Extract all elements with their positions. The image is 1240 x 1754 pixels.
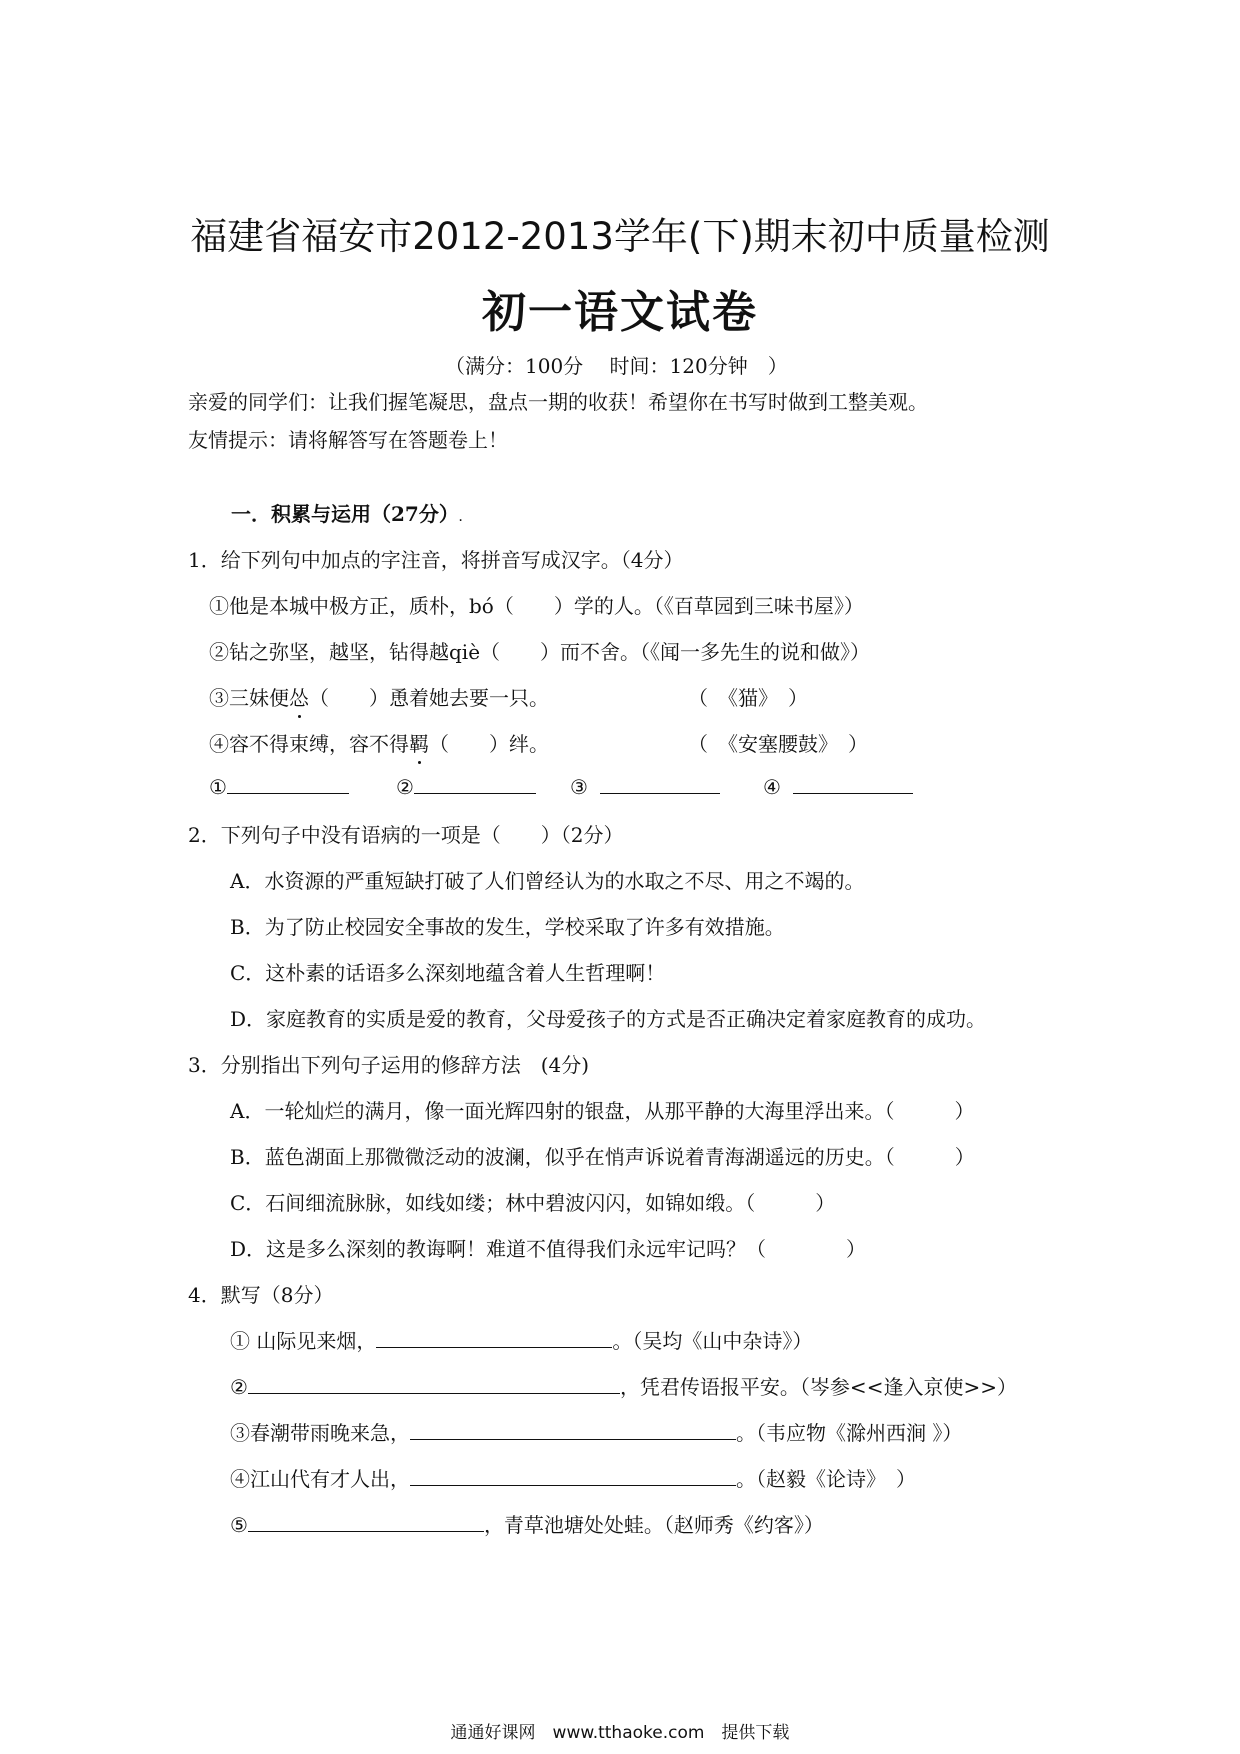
q1-item-4-pre: ④容不得束缚，容不得 xyxy=(209,732,409,756)
q4-line-5 xyxy=(230,1509,824,1538)
exam-subtitle: 初一语文试卷 xyxy=(482,287,758,338)
q1-answer-2 xyxy=(396,773,536,799)
section-title-text: 一．积累与运用（27分） xyxy=(231,502,459,526)
answer-label: ③ xyxy=(570,775,588,799)
q1-item-1: ①他是本城中极方正，质朴，bó（ ）学的人。（《百草园到三味书屋》） xyxy=(209,594,864,618)
answer-label: ② xyxy=(396,775,414,799)
answer-blank[interactable] xyxy=(414,773,536,794)
q2-stem: 2．下列句子中没有语病的一项是（ ）（2分） xyxy=(188,823,624,847)
q4-line-3-post: 。（韦应物《滁州西涧 》） xyxy=(736,1421,963,1445)
q1-item-3-source: （ 《猫》 ） xyxy=(688,686,808,710)
answer-blank[interactable] xyxy=(600,773,720,794)
q4-line-2-pre: ② xyxy=(230,1375,248,1399)
footer-credit: 通通好课网 www.tthaoke.com 提供下载 xyxy=(450,1723,790,1743)
q1-item-3-post: （ ）恿着她去要一只。 xyxy=(309,686,549,710)
q1-item-4-source: （ 《安塞腰鼓》 ） xyxy=(688,732,868,756)
answer-blank[interactable] xyxy=(410,1465,736,1486)
answer-blank[interactable] xyxy=(248,1373,620,1394)
q4-line-4-post: 。（赵毅《论诗》 ） xyxy=(736,1467,916,1491)
section-title xyxy=(231,498,462,527)
q3-option-c: C．石间细流脉脉，如线如缕；林中碧波闪闪，如锦如缎。（ ） xyxy=(230,1191,836,1215)
q4-stem: 4．默写（8分） xyxy=(188,1283,334,1307)
answer-blank[interactable] xyxy=(376,1327,612,1348)
q2-option-a: A．水资源的严重短缺打破了人们曾经认为的水取之不尽、用之不竭的。 xyxy=(230,869,865,893)
q1-answer-3 xyxy=(570,773,720,799)
q1-answer-4 xyxy=(763,773,913,799)
q4-line-4-pre: ④江山代有才人出， xyxy=(230,1467,410,1491)
q2-option-b: B．为了防止校园安全事故的发生，学校采取了许多有效措施。 xyxy=(230,915,785,939)
q3-option-b: B．蓝色湖面上那微微泛动的波澜，似乎在悄声诉说着青海湖遥远的历史。（ ） xyxy=(230,1145,975,1169)
q4-line-4 xyxy=(230,1463,916,1492)
q1-item-2: ②钻之弥坚，越坚，钻得越qiè（ ）而不舍。（《闻一多先生的说和做》） xyxy=(209,640,871,664)
q2-option-c: C．这朴素的话语多么深刻地蕴含着人生哲理啊！ xyxy=(230,961,666,985)
q4-line-1-post: 。（吴均《山中杂诗》） xyxy=(612,1329,813,1353)
q3-option-d: D．这是多么深刻的教诲啊！难道不值得我们永远牢记吗？（ ） xyxy=(230,1237,867,1261)
q2-option-d: D．家庭教育的实质是爱的教育，父母爱孩子的方式是否正确决定着家庭教育的成功。 xyxy=(230,1007,987,1031)
greeting: 亲爱的同学们：让我们握笔凝思，盘点一期的收获！希望你在书写时做到工整美观。 xyxy=(188,390,928,414)
q3-stem: 3．分别指出下列句子运用的修辞方法 (4分) xyxy=(188,1053,590,1077)
answer-blank[interactable] xyxy=(248,1511,484,1532)
q4-line-1-pre: ① 山际见来烟， xyxy=(230,1329,377,1353)
section-title-dot: . xyxy=(458,513,463,524)
answer-label: ① xyxy=(209,775,227,799)
q4-line-3 xyxy=(230,1417,962,1446)
q1-item-3-pre: ③三妹便 xyxy=(209,686,289,710)
q4-line-5-pre: ⑤ xyxy=(230,1513,248,1537)
exam-title: 福建省福安市2012-2013学年(下)期末初中质量检测 xyxy=(190,215,1050,258)
answer-blank[interactable] xyxy=(793,773,913,794)
q1-item-3 xyxy=(209,682,549,711)
q4-line-3-pre: ③春潮带雨晚来急， xyxy=(230,1421,410,1445)
dotted-character: 羁 xyxy=(409,732,429,756)
q1-item-4 xyxy=(209,728,549,757)
q1-answer-1 xyxy=(209,773,349,799)
q4-line-5-post: ，青草池塘处处蛙。（赵师秀《约客》） xyxy=(483,1513,824,1537)
score-time: （满分：100分 时间：120分钟 ） xyxy=(445,354,788,378)
q1-item-4-post: （ ）绊。 xyxy=(429,732,549,756)
answer-blank[interactable] xyxy=(227,773,349,794)
q3-option-a: A．一轮灿烂的满月，像一面光辉四射的银盘，从那平静的大海里浮出来。（ ） xyxy=(230,1099,975,1123)
tip: 友情提示：请将解答写在答题卷上！ xyxy=(188,428,508,452)
dotted-character: 怂 xyxy=(289,686,309,710)
answer-label: ④ xyxy=(763,775,781,799)
q4-line-1 xyxy=(230,1325,812,1354)
q1-stem: 1．给下列句中加点的字注音，将拼音写成汉字。（4分） xyxy=(188,548,684,572)
q4-line-2-post: ，凭君传语报平安。（岑参<<逢入京使>>） xyxy=(619,1375,1017,1399)
answer-blank[interactable] xyxy=(410,1419,736,1440)
q4-line-2 xyxy=(230,1371,1017,1400)
